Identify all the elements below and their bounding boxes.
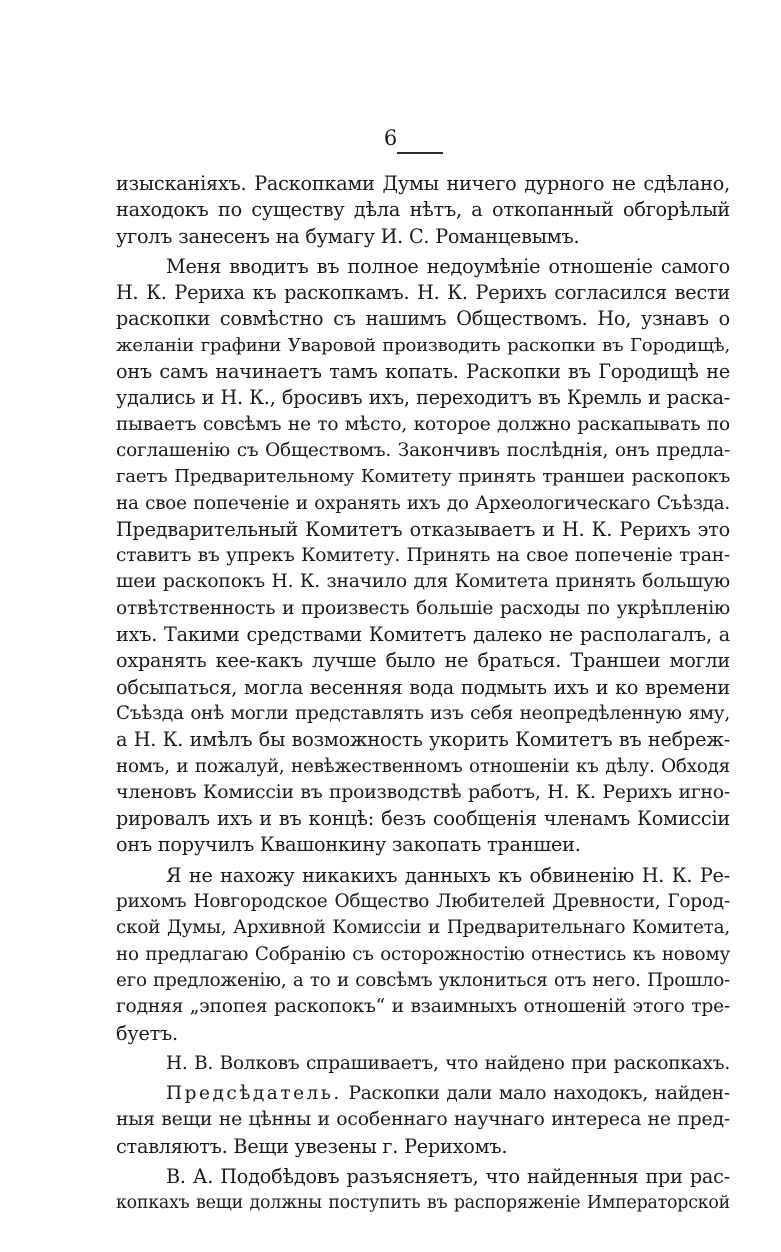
paragraph [116,863,730,1047]
text-line: уголъ занесенъ на бумагу И. С. Романцевымъ. [116,224,580,248]
text-line: копкахъ вещи должны поступить въ распоряженіе Императорской [116,1193,730,1214]
text-line: раскопки совмѣстно съ нашимъ Обществомъ. Но, узнавъ о [116,307,730,331]
paragraph [116,254,730,859]
speaker-name: Предсѣдатель. [166,1083,342,1105]
text-line: охранять кее-какъ лучше было не браться. Траншеи могли [116,649,730,673]
text-line: удались и Н. К., бросивъ ихъ, переходитъ въ Кремль и раска- [116,386,730,410]
text-line: Н. В. Волковъ спрашиваетъ, что найдено при раскопкахъ. [166,1052,730,1074]
text-line: Я не нахожу никакихъ данныхъ къ обвиненію Н. К. Ре- [166,863,730,887]
text-line: пываетъ совсѣмъ не то мѣсто, которое должно раскапывать по [116,413,730,435]
text-line: соглашенію съ Обществомъ. Закончивъ послѣднія, онъ предла- [116,439,730,461]
text-line: ставитъ въ упрекъ Комитету. Принять на свое попеченіе тран- [116,545,730,567]
text-line: Предварительный Комитетъ отказываетъ и Н. К. Рерихъ это [116,517,730,541]
text-line: ставляютъ. Вещи увезены г. Рерихомъ. [116,1134,508,1158]
text-line: членовъ Комиссіи въ производствѣ работъ, Н. К. Рерихъ игно- [116,781,730,803]
text-line: шеи раскопокъ Н. К. значило для Комитета принять большую [116,571,730,593]
text-line: отвѣтственность и произвесть большіе расходы по укрѣпленію [116,597,730,619]
paragraph [116,1051,730,1077]
text-line: ихъ. Такими средствами Комитетъ далеко не располагалъ, а [116,623,730,647]
text-line: Н. К. Рериха къ раскопкамъ. Н. К. Рерихъ согласился вести [116,281,730,305]
text-line: Съѣзда онѣ могли представлять изъ себя неопредѣленную яму, [116,702,730,724]
text-line: на свое попеченіе и охранять ихъ до Археологическаго Съѣзда. [116,492,730,514]
text-line: В. А. Подобѣдовъ разъясняетъ, что найденныя при рас- [166,1164,730,1188]
text-line: но предлагаю Собранію съ осторожностію отнестись къ новому [116,943,730,965]
text-line: желаніи графини Уваровой производить раскопки въ Городищѣ, [116,334,730,356]
paragraph [116,1081,730,1160]
text-line: буетъ. [116,1021,178,1045]
text-line: онъ поручилъ Квашонкину закопать траншеи. [116,833,581,857]
text-line: изысканіяхъ. Раскопками Думы ничего дурного не сдѣлано, [116,172,730,195]
text-line: номъ, и пожалуй, невѣжественномъ отношеніи къ дѣлу. Обходя [116,755,730,777]
text-line [116,1081,730,1107]
paragraph [116,1164,730,1217]
paragraph [116,171,730,250]
text-line: Меня вводитъ въ полное недоумѣніе отношеніе самого [166,254,730,278]
body-text [116,171,730,1217]
page-number-rule [397,152,443,154]
text-line: гаетъ Предварительному Комитету принять траншеи раскопокъ [116,466,730,488]
text-line: рировалъ ихъ и въ концѣ: безъ сообщенія членамъ Комиссіи [116,807,730,831]
page-number: 6 [383,126,398,150]
text-line: ныя вещи не цѣнны и особеннаго научнаго интереса не пред- [116,1109,730,1131]
text-line: ской Думы, Архивной Комиссіи и Предварительнаго Комитета, [116,917,730,939]
text-line: онъ самъ начинаетъ тамъ копать. Раскопки въ Городищѣ не [116,360,730,384]
text-line: годняя „эпопея раскопокъ“ и взаимныхъ отношеній этого тре- [116,996,730,1018]
text-line: его предложенію, а то и совсѣмъ уклониться отъ него. Прошло- [116,969,730,991]
text-line: а Н. К. имѣлъ бы возможность укорить Комитетъ въ небреж- [116,728,730,752]
text-line: находокъ по существу дѣла нѣтъ, а откопанный обгорѣлый [116,198,730,222]
text-line: рихомъ Новгородское Общество Любителей Древности, Город- [116,891,730,913]
text-line: обсыпаться, могла весенняя вода подмыть ихъ и ко времени [116,675,730,699]
speaker-text: Раскопки дали мало находокъ, найден- [341,1083,730,1105]
